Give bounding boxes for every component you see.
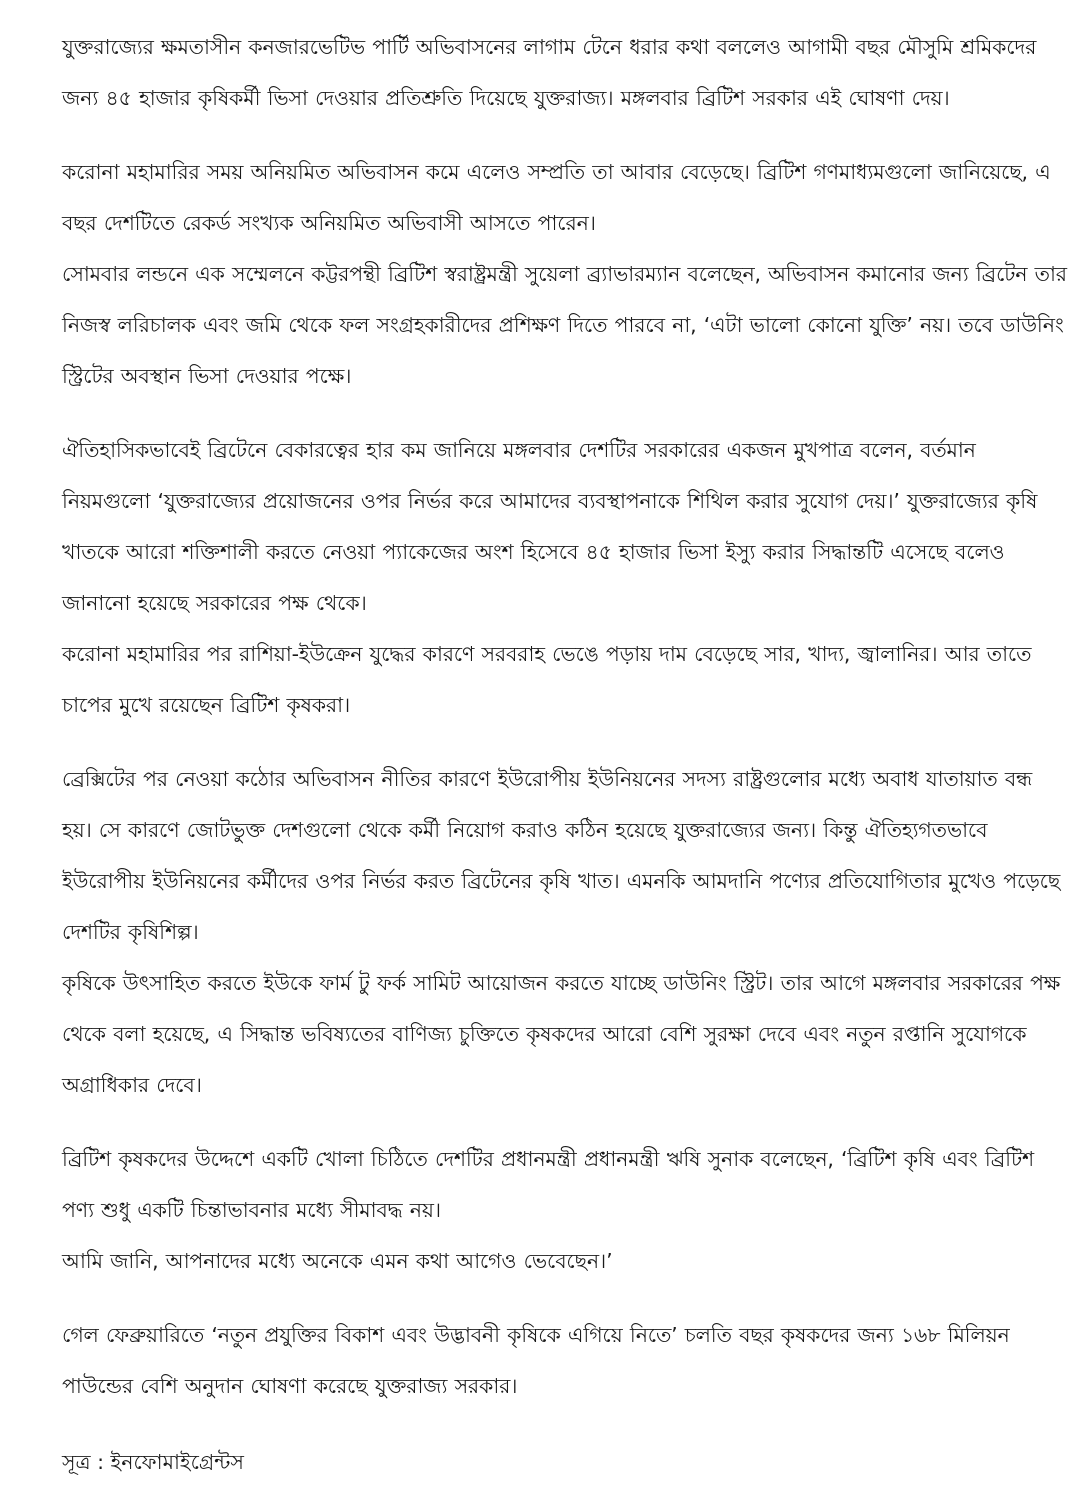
- paragraph-summit: কৃষিকে উৎসাহিত করতে ইউকে ফার্ম টু ফর্ক সামিট আয়োজন করতে যাচ্ছে ডাউনিং স্ট্রিট। তার আগে মঙ্গলবার সরকারের পক্ষ থেকে বলা হয়েছে, এ সিদ্ধান্ত ভবিষ্যতের বাণিজ্য চুক্তিতে কৃষকদের আরো বেশি সুরক্ষা দেবে এবং নতুন রপ্তানি সুযোগকে অগ্রাধিকার দেবে।: [62, 971, 1061, 1097]
- paragraph-spokesperson: ঐতিহাসিকভাবেই ব্রিটেনে বেকারত্বের হার কম জানিয়ে মঙ্গলবার দেশটির সরকারের একজন মুখপাত্র বলেন, বর্তমান নিয়মগুলো ‘যুক্তরাজ্যের প্রয়োজনের ওপর নির্ভর করে আমাদের ব্যবস্থাপনাকে শিথিল করার সুযোগ দেয়।’ যুক্তরাজ্যের কৃষি খাতকে আরো শক্তিশালী করতে নেওয়া প্যাকেজের অংশ হিসেবে ৪৫ হাজার ভিসা ইস্যু করার সিদ্ধান্তটি এসেছে বলেও জানানো হয়েছে সরকারের পক্ষ থেকে।: [62, 438, 1038, 615]
- source-credit: সূত্র : ইনফোমাইগ্রেন্টস: [62, 1450, 244, 1474]
- paragraph-price-rise: করোনা মহামারির পর রাশিয়া-ইউক্রেন যুদ্ধের কারণে সরবরাহ ভেঙে পড়ায় দাম বেড়েছে সার, খাদ্য, জ্বালানির। আর তাতে চাপের মুখে রয়েছেন ব্রিটিশ কৃষকরা।: [62, 642, 1032, 717]
- paragraph-irregular-migration: করোনা মহামারির সময় অনিয়মিত অভিবাসন কমে এলেও সম্প্রতি তা আবার বেড়েছে। ব্রিটিশ গণমাধ্যমগুলো জানিয়েছে, এ বছর দেশটিতে রেকর্ড সংখ্যক অনিয়মিত অভিবাসী আসতে পারেন।: [62, 160, 1051, 235]
- paragraph-brexit: ব্রেক্সিটের পর নেওয়া কঠোর অভিবাসন নীতির কারণে ইউরোপীয় ইউনিয়নের সদস্য রাষ্ট্রগুলোর মধ্যে অবাধ যাতায়াত বন্ধ হয়। সে কারণে জোটভুক্ত দেশগুলো থেকে কর্মী নিয়োগ করাও কঠিন হয়েছে যুক্তরাজ্যের জন্য। কিন্তু ঐতিহ্যগতভাবে ইউরোপীয় ইউনিয়নের কর্মীদের ওপর নির্ভর করত ব্রিটেনের কৃষি খাত। এমনকি আমদানি পণ্যের প্রতিযোগিতার মুখেও পড়েছে দেশটির কৃষিশিল্প।: [62, 767, 1061, 944]
- paragraph-grant: গেল ফেব্রুয়ারিতে ‘নতুন প্রযুক্তির বিকাশ এবং উদ্ভাবনী কৃষিকে এগিয়ে নিতে’ চলতি বছর কৃষকদের জন্য ১৬৮ মিলিয়ন পাউন্ডের বেশি অনুদান ঘোষণা করেছে যুক্তরাজ্য সরকার।: [62, 1323, 1010, 1398]
- paragraph-visa-announcement: যুক্তরাজ্যের ক্ষমতাসীন কনজারভেটিভ পার্টি অভিবাসনের লাগাম টেনে ধরার কথা বললেও আগামী বছর মৌসুমি শ্রমিকদের জন্য ৪৫ হাজার কৃষিকর্মী ভিসা দেওয়ার প্রতিশ্রুতি দিয়েছে যুক্তরাজ্য। মঙ্গলবার ব্রিটিশ সরকার এই ঘোষণা দেয়।: [62, 35, 1037, 110]
- paragraph-letter-quote: আমি জানি, আপনাদের মধ্যে অনেকে এমন কথা আগেও ভেবেছেন।’: [62, 1249, 613, 1273]
- paragraph-home-secretary: সোমবার লন্ডনে এক সম্মেলনে কট্টরপন্থী ব্রিটিশ স্বরাষ্ট্রমন্ত্রী সুয়েলা ব্র্যাভারম্যান বলেছেন, অভিবাসন কমানোর জন্য ব্রিটেন তার নিজস্ব লরিচালক এবং জমি থেকে ফল সংগ্রহকারীদের প্রশিক্ষণ দিতে পারবে না, ‘এটা ভালো কোনো যুক্তি’ নয়। তবে ডাউনিং স্ট্রিটের অবস্থান ভিসা দেওয়ার পক্ষে।: [62, 262, 1067, 388]
- paragraph-open-letter: ব্রিটিশ কৃষকদের উদ্দেশে একটি খোলা চিঠিতে দেশটির প্রধানমন্ত্রী প্রধানমন্ত্রী ঋষি সুনাক বলেছেন, ‘ব্রিটিশ কৃষি এবং ব্রিটিশ পণ্য শুধু একটি চিন্তাভাবনার মধ্যে সীমাবদ্ধ নয়।: [62, 1147, 1034, 1222]
